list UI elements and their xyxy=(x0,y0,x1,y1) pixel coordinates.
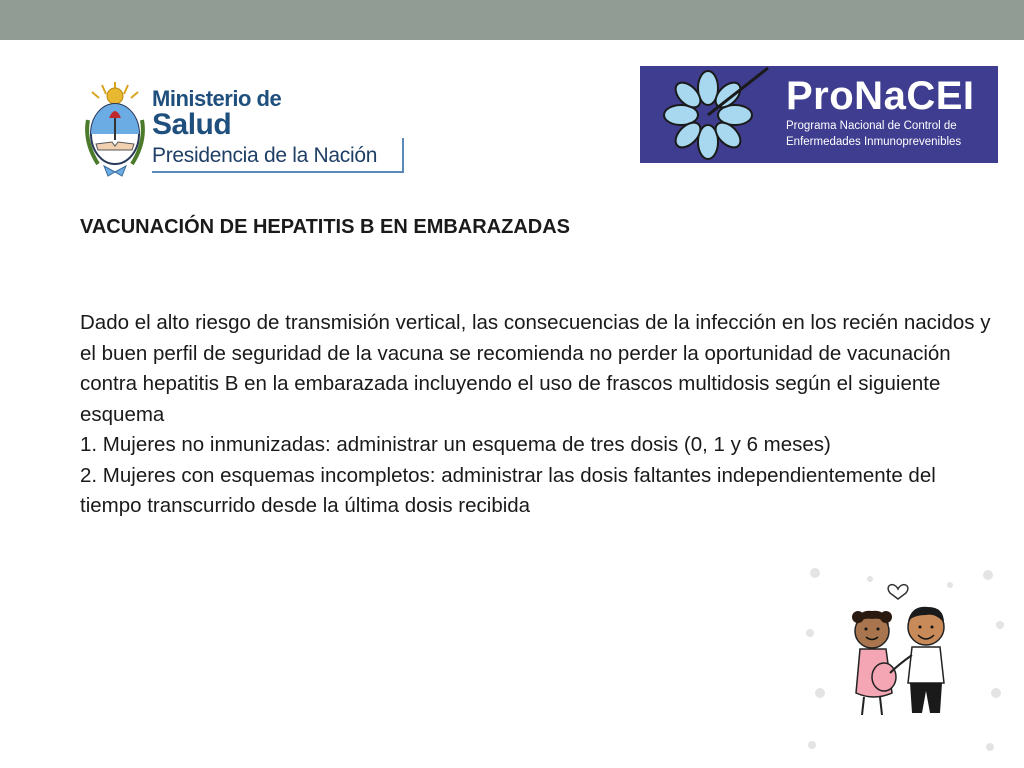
logo-vertical-bar xyxy=(402,138,404,173)
list-item: 1. Mujeres no inmunizadas: administrar un esquema de tres dosis (0, 1 y 6 meses) xyxy=(80,433,831,456)
top-bar xyxy=(0,0,1024,40)
pronacei-subtitle-2: Enfermedades Inmunoprevenibles xyxy=(786,136,962,148)
presidencia-label: Presidencia de la Nación xyxy=(152,144,378,167)
intro-paragraph: Dado el alto riesgo de transmisión vertical, las consecuencias de la infección en los recién nacidos y el buen perfil de seguridad de la vacuna se recomienda no perder la oportunidad de vacunación contra hepatitis B en la embarazada incluyendo el uso de frascos multidosis según el siguiente esquema xyxy=(80,311,991,426)
page-title: VACUNACIÓN DE HEPATITIS B EN EMBARAZADAS xyxy=(80,216,571,238)
pronacei-logo xyxy=(640,66,998,163)
list-item: 2. Mujeres con esquemas incompletos: administrar las dosis faltantes independientemente del tiempo transcurrido desde la última dosis recibida xyxy=(80,463,936,517)
body-text xyxy=(80,308,1000,522)
pronacei-subtitle-1: Programa Nacional de Control de xyxy=(786,120,957,132)
vaccine-flower-icon xyxy=(640,66,775,163)
ministerio-label: Ministerio de xyxy=(152,86,282,111)
logo-underline xyxy=(152,171,404,173)
couple-illustration-icon xyxy=(800,565,1010,760)
argentina-emblem-icon xyxy=(82,80,148,180)
salud-label: Salud xyxy=(152,108,232,141)
pronacei-title: ProNaCEI xyxy=(786,74,975,118)
ministerio-logo xyxy=(82,80,412,180)
